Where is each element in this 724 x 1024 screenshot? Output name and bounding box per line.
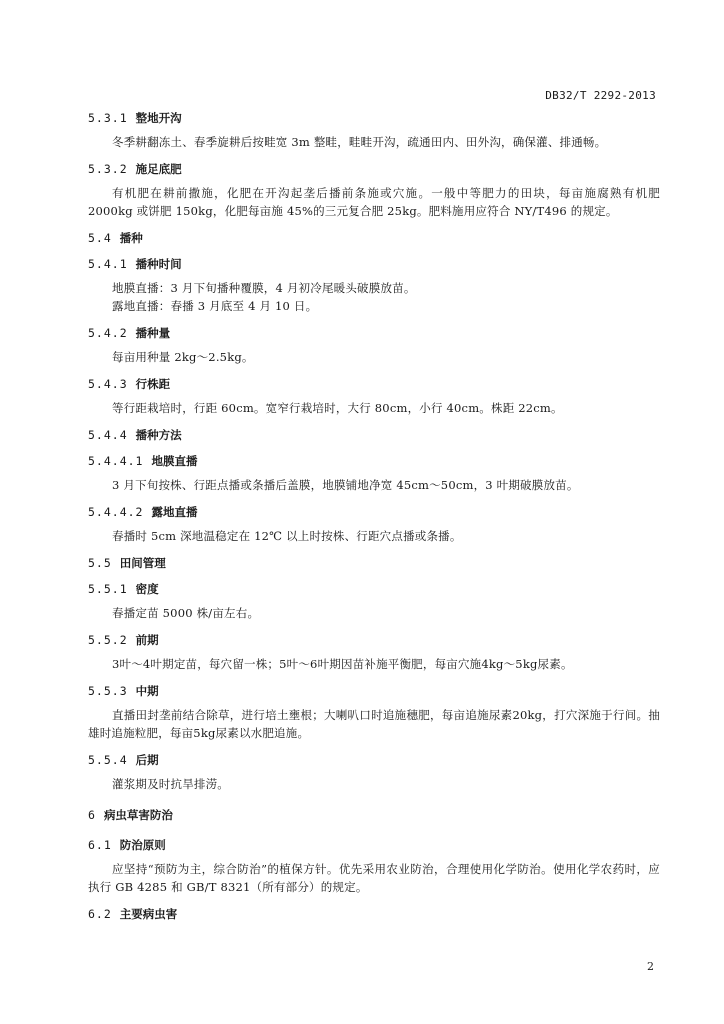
- paragraph: 直播田封垄前结合除草，进行培土壅根；大喇叭口时追施穗肥，每亩追施尿素20kg，打穴深施于行间。抽雄时追施粒肥，每亩5kg尿素以水肥追施。: [88, 708, 660, 740]
- section-heading: [88, 581, 660, 597]
- section-heading: [88, 161, 660, 177]
- section-number: 5.4.3: [88, 377, 128, 391]
- section-heading: [88, 752, 660, 768]
- section-number: 5.5: [88, 556, 112, 570]
- standard-code: DB32/T 2292-2013: [545, 89, 656, 102]
- section-title: 中期: [135, 684, 159, 698]
- section-title: 前期: [135, 633, 159, 647]
- paragraph: 地膜直播：3 月下旬播种覆膜，4 月初冷尾暖头破膜放苗。: [112, 281, 416, 295]
- section-number: 5.5.4: [88, 753, 128, 767]
- section-heading: [88, 376, 660, 392]
- section-heading: [88, 837, 660, 853]
- section-number: 5.3.1: [88, 111, 128, 125]
- section-number: 6: [88, 808, 96, 822]
- section-title: 播种量: [135, 326, 171, 340]
- paragraph: 应坚持“预防为主，综合防治”的植保方针。优先采用农业防治，合理使用化学防治。使用化学农药时，应执行 GB 4285 和 GB/T 8321（所有部分）的规定。: [88, 862, 660, 894]
- section-title: 施足底肥: [135, 162, 182, 176]
- section-title: 播种时间: [135, 257, 182, 271]
- section-heading: [88, 906, 660, 922]
- paragraph: 每亩用种量 2kg～2.5kg。: [112, 350, 254, 364]
- paragraph: 冬季耕翻冻土、春季旋耕后按畦宽 3m 整畦，畦畦开沟，疏通田内、田外沟，确保灌、排通畅。: [112, 135, 607, 149]
- section-number: 5.4.4: [88, 428, 128, 442]
- section-title: 播种方法: [135, 428, 182, 442]
- page-number: 2: [647, 960, 654, 973]
- section-heading: [88, 110, 660, 126]
- section-heading: [88, 683, 660, 699]
- section-heading: [88, 632, 660, 648]
- section-title: 防治原则: [119, 838, 166, 852]
- section-heading: [88, 504, 660, 520]
- section-number: 5.4.4.1: [88, 454, 144, 468]
- section-title: 行株距: [135, 377, 171, 391]
- chapter-heading: [88, 807, 660, 823]
- section-heading: [88, 325, 660, 341]
- section-title: 病虫草害防治: [103, 808, 173, 822]
- section-number: 5.4.2: [88, 326, 128, 340]
- paragraph: 春播定苗 5000 株/亩左右。: [112, 606, 260, 620]
- section-number: 6.2: [88, 907, 112, 921]
- paragraph: 3 月下旬按株、行距点播或条播后盖膜，地膜铺地净宽 45cm～50cm，3 叶期破膜放苗。: [112, 478, 579, 492]
- section-title: 露地直播: [151, 505, 198, 519]
- section-number: 5.4.4.2: [88, 505, 144, 519]
- document-body: [88, 110, 660, 922]
- section-title: 地膜直播: [151, 454, 198, 468]
- section-heading: [88, 256, 660, 272]
- section-heading: [88, 453, 660, 469]
- section-number: 5.4: [88, 231, 112, 245]
- section-heading: [88, 427, 660, 443]
- section-number: 5.5.1: [88, 582, 128, 596]
- section-title: 后期: [135, 753, 159, 767]
- paragraph: 等行距栽培时，行距 60cm。宽窄行栽培时，大行 80cm，小行 40cm。株距 22cm。: [112, 401, 563, 415]
- paragraph: 3叶～4叶期定苗，每穴留一株；5叶～6叶期因苗补施平衡肥，每亩穴施4kg～5kg尿素。: [112, 657, 573, 671]
- section-number: 5.4.1: [88, 257, 128, 271]
- paragraph: 春播时 5cm 深地温稳定在 12℃ 以上时按株、行距穴点播或条播。: [112, 529, 462, 543]
- paragraph: 灌浆期及时抗旱排涝。: [112, 777, 229, 791]
- paragraph: 有机肥在耕前撒施，化肥在开沟起垄后播前条施或穴施。一般中等肥力的田块，每亩施腐熟有机肥 2000kg 或饼肥 150kg，化肥每亩施 45%的三元复合肥 25kg。肥料施用应符合 NY/T496 的规定。: [88, 186, 660, 218]
- section-number: 5.3.2: [88, 162, 128, 176]
- section-number: 5.5.3: [88, 684, 128, 698]
- section-heading: [88, 230, 660, 246]
- section-title: 播种: [119, 231, 143, 245]
- section-title: 主要病虫害: [119, 907, 178, 921]
- section-title: 整地开沟: [135, 111, 182, 125]
- paragraph: 露地直播：春播 3 月底至 4 月 10 日。: [112, 299, 318, 313]
- section-number: 5.5.2: [88, 633, 128, 647]
- section-heading: [88, 555, 660, 571]
- section-title: 田间管理: [119, 556, 166, 570]
- section-number: 6.1: [88, 838, 112, 852]
- section-title: 密度: [135, 582, 159, 596]
